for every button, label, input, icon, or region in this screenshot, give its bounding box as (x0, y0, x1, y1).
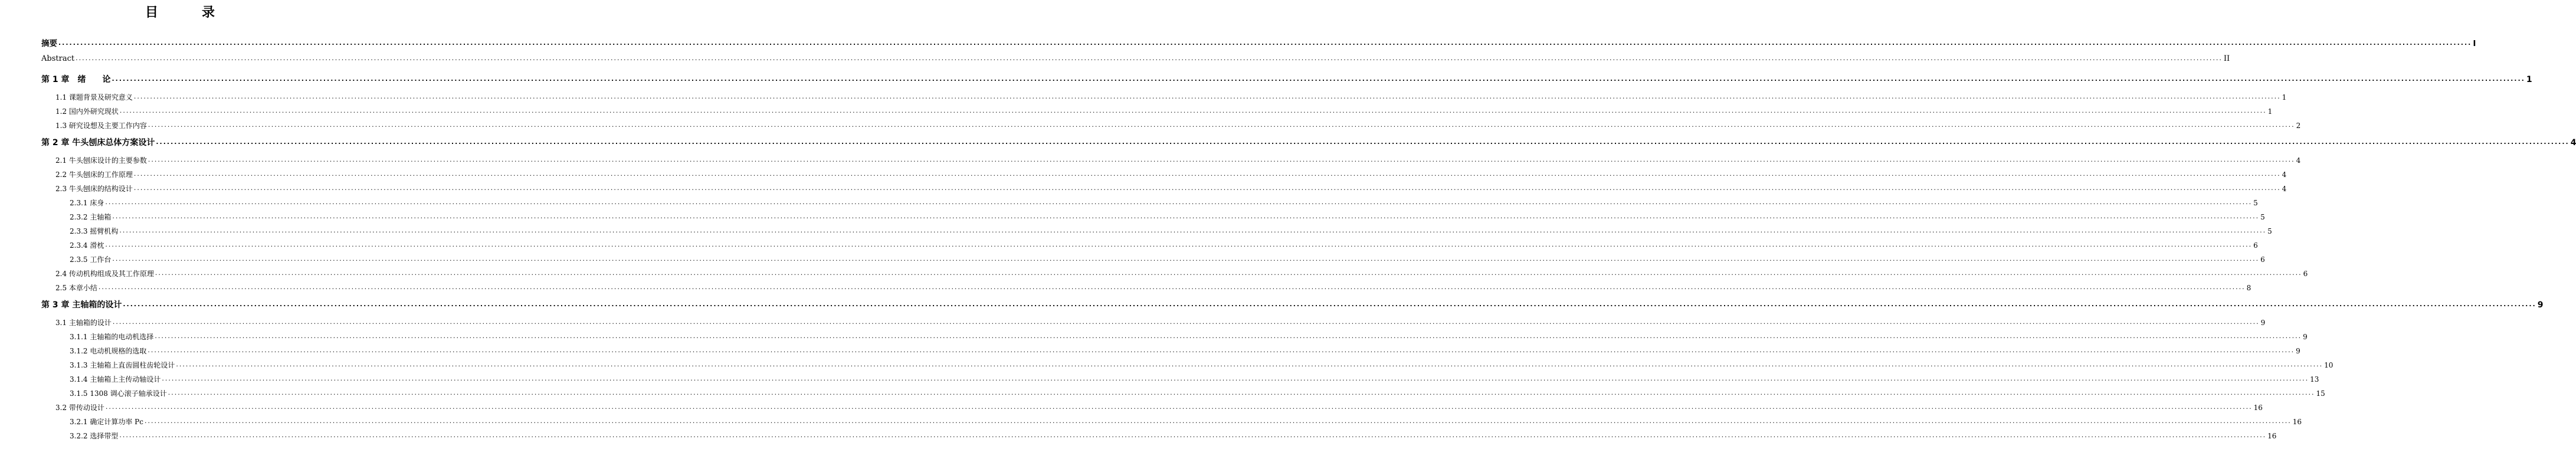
toc-entry-page: 6 (2303, 270, 2308, 278)
toc-entry-3-1-3[interactable] (70, 359, 2334, 371)
dot-leader: ...................................................................................................................................................................................................................................................................................................................................................................................................................................................................................................................................................................................................................................................................................... (112, 255, 2260, 263)
toc-entry-2-3-4[interactable] (70, 240, 2258, 251)
toc-entry-page: I (2473, 39, 2476, 48)
dot-leader: ...................................................................................................................................................................................................................................................................................................................................................................................................................................................................................................................................................................................................................................................................................... (155, 269, 2302, 277)
toc-entry-chapter-1[interactable] (41, 74, 2532, 86)
toc-entry-label: 2.3.1 床身 (70, 199, 104, 207)
toc-entry-2-3-5[interactable] (70, 254, 2265, 266)
dot-leader: ...................................................................................................................................................................................................................................................................................................................................................................................................................................................................................................................................................................................................................................................................................... (105, 241, 2253, 248)
toc-entry-1-2[interactable] (55, 106, 2273, 117)
toc-entry-3-1-1[interactable] (70, 331, 2308, 343)
toc-entry-abstract-en[interactable] (41, 53, 2230, 65)
dot-leader: ...................................................................................................................................................................................................................................................................................................................................................................................................................................................................................................................................................................................................................................................................................... (133, 93, 2281, 100)
toc-entry-label: 3.1.4 主轴箱上主传动轴设计 (70, 375, 161, 384)
dot-leader: ...................................................................................................................................................................................................................................................................................................................................................................................................................................................................................................................................................................................................................................................................................... (105, 403, 2253, 411)
toc-entry-1-3[interactable] (55, 120, 2301, 132)
toc-entry-page: 1 (2526, 75, 2532, 84)
toc-entry-page: 16 (2253, 404, 2263, 412)
toc-entry-label: 1.2 国内外研究现状 (55, 107, 119, 116)
toc-entry-page: 8 (2246, 284, 2251, 292)
toc-entry-label: 1.1 课题背景及研究意义 (55, 93, 133, 101)
toc-entry-label: 2.3.5 工作台 (70, 255, 112, 264)
toc-entry-label: 3.1.5 1308 调心滚子轴承设计 (70, 389, 167, 398)
toc-entry-label: 摘要 (41, 39, 57, 48)
toc-entry-3-1-4[interactable] (70, 373, 2319, 385)
dot-leader: ...................................................................................................................................................................................................................................................................................................................................................................................................................................................................................................................................................................................................................................................................................... (155, 332, 2302, 340)
toc-entry-page: 16 (2292, 418, 2302, 426)
toc-entry-label: 3.1.3 主轴箱上直齿圆柱齿轮设计 (70, 361, 175, 369)
toc-entry-label: 3.1.2 电动机规格的选取 (70, 347, 147, 355)
toc-entry-2-3[interactable] (55, 183, 2287, 195)
toc-entry-page: 5 (2260, 213, 2265, 221)
toc-entry-page: 9 (2296, 347, 2300, 355)
toc-entry-2-2[interactable] (55, 169, 2287, 181)
dot-leader: ...................................................................................................................................................................................................................................................................................................................................................................................................................................................................................................................................................................................................................................................................................... (98, 283, 2246, 291)
toc-entry-2-5[interactable] (55, 282, 2251, 294)
toc-entry-label: 2.1 牛头刨床设计的主要参数 (55, 156, 147, 165)
toc-entry-page: 13 (2310, 375, 2319, 384)
toc-entry-page: 4 (2282, 171, 2287, 179)
toc-entry-page: 5 (2253, 199, 2258, 207)
dot-leader: ...................................................................................................................................................................................................................................................................................................................................................................................................................................................................................................................................................................................................................................................................................... (112, 75, 2525, 83)
dot-leader: ...................................................................................................................................................................................................................................................................................................................................................................................................................................................................................................................................................................................................................................................................................... (112, 318, 2260, 326)
dot-leader: ...................................................................................................................................................................................................................................................................................................................................................................................................................................................................................................................................................................................................................................................................................... (144, 417, 2292, 425)
page-title: 目 录 (145, 5, 230, 20)
dot-leader: ...................................................................................................................................................................................................................................................................................................................................................................................................................................................................................................................................................................................................................................................................................... (119, 227, 2267, 234)
toc-entry-chapter-3[interactable] (41, 299, 2544, 311)
toc-entry-page: 9 (2260, 319, 2266, 327)
toc-entry-2-3-3[interactable] (70, 225, 2272, 237)
toc-entry-page: 4 (2296, 156, 2301, 165)
dot-leader: ...................................................................................................................................................................................................................................................................................................................................................................................................................................................................................................................................................................................................................................................................................... (58, 39, 2472, 47)
toc-entry-page: 10 (2324, 361, 2334, 369)
toc-entry-3-1[interactable] (55, 317, 2266, 329)
dot-leader: ...................................................................................................................................................................................................................................................................................................................................................................................................................................................................................................................................................................................................................................................................................... (133, 184, 2281, 192)
dot-leader: ...................................................................................................................................................................................................................................................................................................................................................................................................................................................................................................................................................................................................................................................................................... (119, 107, 2267, 114)
toc-entry-page: 5 (2267, 227, 2272, 235)
toc-entry-3-1-2[interactable] (70, 345, 2300, 357)
toc-entry-label: 1.3 研究设想及主要工作内容 (55, 122, 147, 130)
toc-entry-1-1[interactable] (55, 91, 2287, 103)
dot-leader: ...................................................................................................................................................................................................................................................................................................................................................................................................................................................................................................................................................................................................................................................................................... (156, 138, 2570, 146)
dot-leader: ...................................................................................................................................................................................................................................................................................................................................................................................................................................................................................................................................................................................................................................................................................... (162, 375, 2309, 382)
dot-leader: ...................................................................................................................................................................................................................................................................................................................................................................................................................................................................................................................................................................................................................................................................................... (148, 156, 2295, 163)
dot-leader: ...................................................................................................................................................................................................................................................................................................................................................................................................................................................................................................................................................................................................................................................................................... (112, 212, 2260, 220)
toc-entry-page: 4 (2570, 138, 2576, 148)
dot-leader: ...................................................................................................................................................................................................................................................................................................................................................................................................................................................................................................................................................................................................................................................................................... (123, 300, 2536, 308)
toc-entry-page: 4 (2282, 185, 2287, 193)
toc-entry-page: 2 (2296, 122, 2301, 130)
toc-entry-3-2-1[interactable] (70, 416, 2302, 428)
toc-entry-label: 2.5 本章小结 (55, 284, 97, 292)
toc-entry-2-1[interactable] (55, 155, 2301, 166)
toc-entry-3-2-2[interactable] (70, 430, 2277, 442)
toc-entry-abstract-cn[interactable] (41, 38, 2476, 50)
toc-entry-label: 2.4 传动机构组成及其工作原理 (55, 270, 154, 278)
toc-entry-label: 3.2.1 确定计算功率 Pc (70, 418, 143, 426)
toc-entry-page: 15 (2316, 389, 2325, 398)
dot-leader: ...................................................................................................................................................................................................................................................................................................................................................................................................................................................................................................................................................................................................................................................................................... (76, 54, 2223, 62)
toc-entry-label: 第 1 章 绪 论 (41, 75, 111, 84)
toc-entry-page: 9 (2537, 300, 2544, 310)
toc-entry-label: Abstract (41, 54, 75, 63)
toc-entry-2-3-2[interactable] (70, 211, 2265, 223)
toc-entry-page: 6 (2253, 241, 2258, 250)
toc-entry-label: 3.2 带传动设计 (55, 404, 104, 412)
toc-entry-3-2[interactable] (55, 402, 2263, 414)
toc-entry-3-1-5[interactable] (70, 388, 2325, 399)
dot-leader: ...................................................................................................................................................................................................................................................................................................................................................................................................................................................................................................................................................................................................................................................................................... (148, 346, 2295, 354)
toc-entry-label: 3.2.2 选择带型 (70, 432, 119, 440)
toc-entry-label: 2.3 牛头刨床的结构设计 (55, 185, 133, 193)
dot-leader: ...................................................................................................................................................................................................................................................................................................................................................................................................................................................................................................................................................................................................................................................................................... (148, 121, 2295, 129)
toc-entry-2-3-1[interactable] (70, 197, 2258, 209)
toc-entry-label: 3.1 主轴箱的设计 (55, 319, 112, 327)
toc-entry-label: 第 2 章 牛头刨床总体方案设计 (41, 138, 155, 148)
toc-entry-2-4[interactable] (55, 268, 2308, 280)
dot-leader: ...................................................................................................................................................................................................................................................................................................................................................................................................................................................................................................................................................................................................................................................................................... (133, 170, 2281, 178)
dot-leader: ...................................................................................................................................................................................................................................................................................................................................................................................................................................................................................................................................................................................................................................................................................... (176, 360, 2323, 368)
toc-entry-label: 2.3.2 主轴箱 (70, 213, 112, 221)
toc-entry-page: 6 (2260, 255, 2265, 264)
toc-entry-label: 2.3.4 滑枕 (70, 241, 104, 250)
toc-entry-page: 1 (2267, 107, 2273, 116)
toc-entry-page: 1 (2282, 93, 2287, 101)
toc-entry-chapter-2[interactable] (41, 137, 2576, 149)
dot-leader: ...................................................................................................................................................................................................................................................................................................................................................................................................................................................................................................................................................................................................................................................................................... (168, 389, 2315, 396)
toc-entry-page: II (2223, 54, 2230, 63)
dot-leader: ...................................................................................................................................................................................................................................................................................................................................................................................................................................................................................................................................................................................................................................................................................... (119, 431, 2267, 439)
toc-entry-page: 9 (2303, 333, 2308, 341)
toc-entry-label: 2.3.3 摇臂机构 (70, 227, 119, 235)
toc-entry-label: 第 3 章 主轴箱的设计 (41, 300, 122, 310)
toc-entry-page: 16 (2267, 432, 2277, 440)
toc-entry-label: 2.2 牛头刨床的工作原理 (55, 171, 133, 179)
dot-leader: ...................................................................................................................................................................................................................................................................................................................................................................................................................................................................................................................................................................................................................................................................................... (105, 198, 2253, 206)
toc-entry-label: 3.1.1 主轴箱的电动机选择 (70, 333, 154, 341)
